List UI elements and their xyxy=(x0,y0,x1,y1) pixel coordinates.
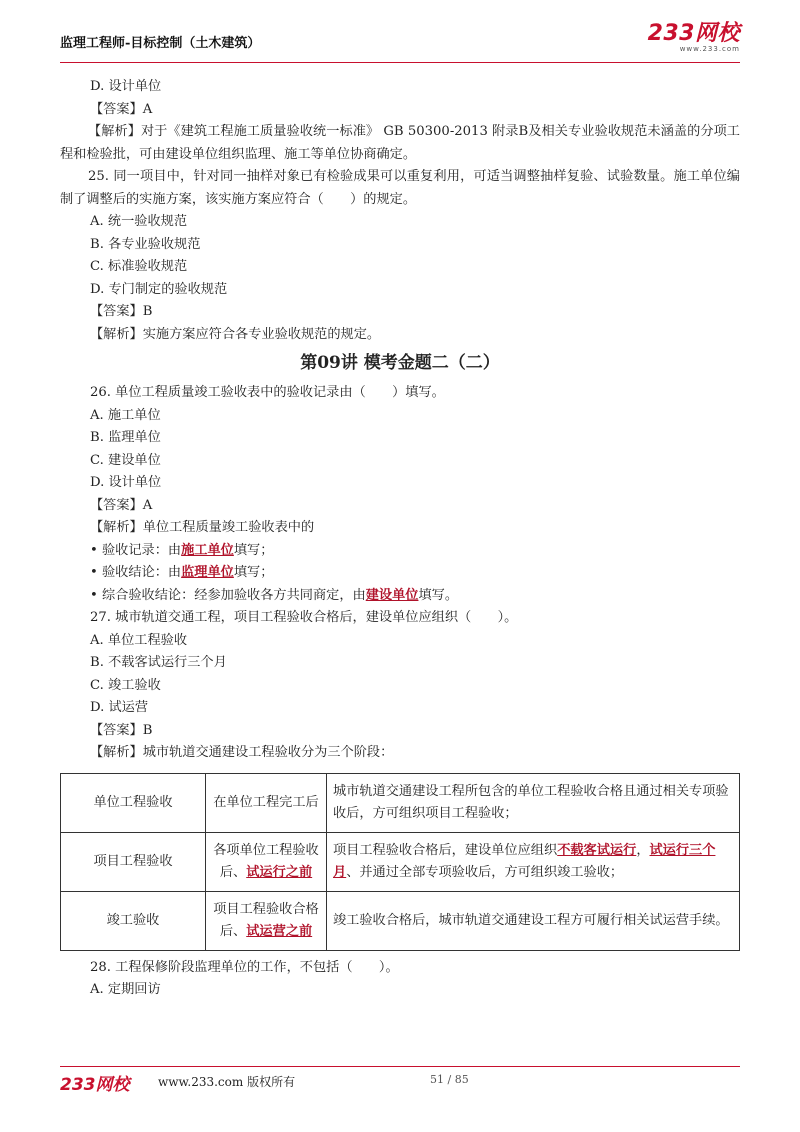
document-body xyxy=(60,76,740,1002)
description-text: 项目工程验收合格后，建设单位应组织 xyxy=(333,842,558,858)
page-number: 51 / 85 xyxy=(430,1073,469,1086)
q24-analysis: 【解析】对于《建筑工程施工质量验收统一标准》 GB 50300-2013 附录B及相关专业验收规范未涵盖的分项工程和检验批，可由建设单位组织监理、施工等单位协商确定。 xyxy=(60,124,740,162)
description-text: ， xyxy=(636,842,650,858)
q25-stem: 25. 同一项目中，针对同一抽样对象已有检验成果可以重复利用，可适当调整抽样复验、试验数量。施工单位编制了调整后的实施方案，该实施方案应符合（ ）的规定。 xyxy=(60,169,740,207)
timing-cell: 在单位工程完工后 xyxy=(206,773,327,832)
q25-option-a: A. 统一验收规范 xyxy=(90,214,188,229)
q27-option-a: A. 单位工程验收 xyxy=(90,632,188,648)
stage-cell: 竣工验收 xyxy=(61,891,206,950)
highlight-term: 试运行三个月 xyxy=(333,842,716,880)
q27-option-b: B. 不载客试运行三个月 xyxy=(90,655,227,670)
q24-option-d: D. 设计单位 xyxy=(90,79,162,94)
description-cell xyxy=(327,832,740,891)
table-row xyxy=(61,773,740,832)
bullet-text: • 验收结论：由 xyxy=(90,565,182,580)
footer-divider xyxy=(60,1066,740,1067)
description-cell: 城市轨道交通建设工程所包含的单位工程验收合格且通过相关专项验收后，方可组织项目工程验收； xyxy=(327,773,740,832)
q27-stem: 27. 城市轨道交通工程，项目工程验收合格后，建设单位应组织（ ）。 xyxy=(90,610,518,625)
q27-analysis: 【解析】城市轨道交通建设工程验收分为三个阶段： xyxy=(90,745,394,760)
table-row xyxy=(61,832,740,891)
q26-option-c: C. 建设单位 xyxy=(90,452,161,468)
table-row xyxy=(61,891,740,950)
q28-option-a: A. 定期回访 xyxy=(90,982,161,997)
q26-bullet-record xyxy=(60,540,740,563)
q26-option-d: D. 设计单位 xyxy=(90,475,162,490)
bullet-text: • 验收记录：由 xyxy=(90,542,182,558)
bullet-text: 填写。 xyxy=(418,587,459,603)
highlight-term: 监理单位 xyxy=(181,565,234,580)
highlight-term: 试运行之前 xyxy=(246,864,313,880)
q26-analysis: 【解析】单位工程质量竣工验收表中的 xyxy=(90,520,315,535)
q24-answer: 【答案】A xyxy=(90,101,153,117)
page-footer xyxy=(60,1070,740,1094)
description-text: 、并通过全部专项验收后，方可组织竣工验收； xyxy=(346,864,624,880)
timing-cell xyxy=(206,891,327,950)
stage-cell: 项目工程验收 xyxy=(61,832,206,891)
q25-option-b: B. 各专业验收规范 xyxy=(90,236,201,252)
header-divider xyxy=(60,62,740,63)
acceptance-stage-table xyxy=(60,773,740,951)
q25-answer: 【答案】B xyxy=(90,304,153,319)
page-header xyxy=(60,22,740,60)
q25-option-d: D. 专门制定的验收规范 xyxy=(90,281,228,297)
highlight-term: 试运营之前 xyxy=(246,923,313,939)
timing-text: 各项单位工程验收后、 xyxy=(213,842,319,880)
logo-text: 233网校 xyxy=(647,21,740,46)
description-cell: 竣工验收合格后，城市轨道交通建设工程方可履行相关试运营手续。 xyxy=(327,891,740,950)
q27-option-d: D. 试运营 xyxy=(90,700,149,715)
timing-text: 项目工程验收合格后、 xyxy=(213,901,319,939)
bullet-text: 填写； xyxy=(233,565,274,580)
brand-logo xyxy=(648,22,740,53)
highlight-term: 不载客试运行 xyxy=(557,842,637,858)
q25-option-c: C. 标准验收规范 xyxy=(90,259,188,274)
footer-logo: 233网校 xyxy=(60,1075,130,1095)
q28-stem: 28. 工程保修阶段监理单位的工作，不包括（ ）。 xyxy=(90,959,399,975)
lecture-heading: 第09讲 模考金题二（二） xyxy=(300,353,500,373)
stage-cell: 单位工程验收 xyxy=(61,773,206,832)
q27-option-c: C. 竣工验收 xyxy=(90,677,161,693)
q26-option-b: B. 监理单位 xyxy=(90,430,161,445)
q26-option-a: A. 施工单位 xyxy=(90,407,161,423)
q26-bullet-overall xyxy=(60,585,740,608)
bullet-text: 填写； xyxy=(233,542,274,558)
q26-stem: 26. 单位工程质量竣工验收表中的验收记录由（ ）填写。 xyxy=(90,385,445,400)
logo-subtext: www.233.com xyxy=(679,45,740,53)
q25-analysis: 【解析】实施方案应符合各专业验收规范的规定。 xyxy=(90,326,381,342)
footer-copyright: www.233.com 版权所有 xyxy=(158,1075,296,1089)
q26-answer: 【答案】A xyxy=(90,497,153,513)
timing-cell xyxy=(206,832,327,891)
q27-answer: 【答案】B xyxy=(90,722,153,738)
highlight-term: 施工单位 xyxy=(181,542,234,558)
highlight-term: 建设单位 xyxy=(365,587,419,603)
header-title: 监理工程师-目标控制（土木建筑） xyxy=(60,36,261,51)
bullet-text: • 综合验收结论：经参加验收各方共同商定，由 xyxy=(90,587,366,603)
q26-bullet-conclusion xyxy=(60,562,740,585)
